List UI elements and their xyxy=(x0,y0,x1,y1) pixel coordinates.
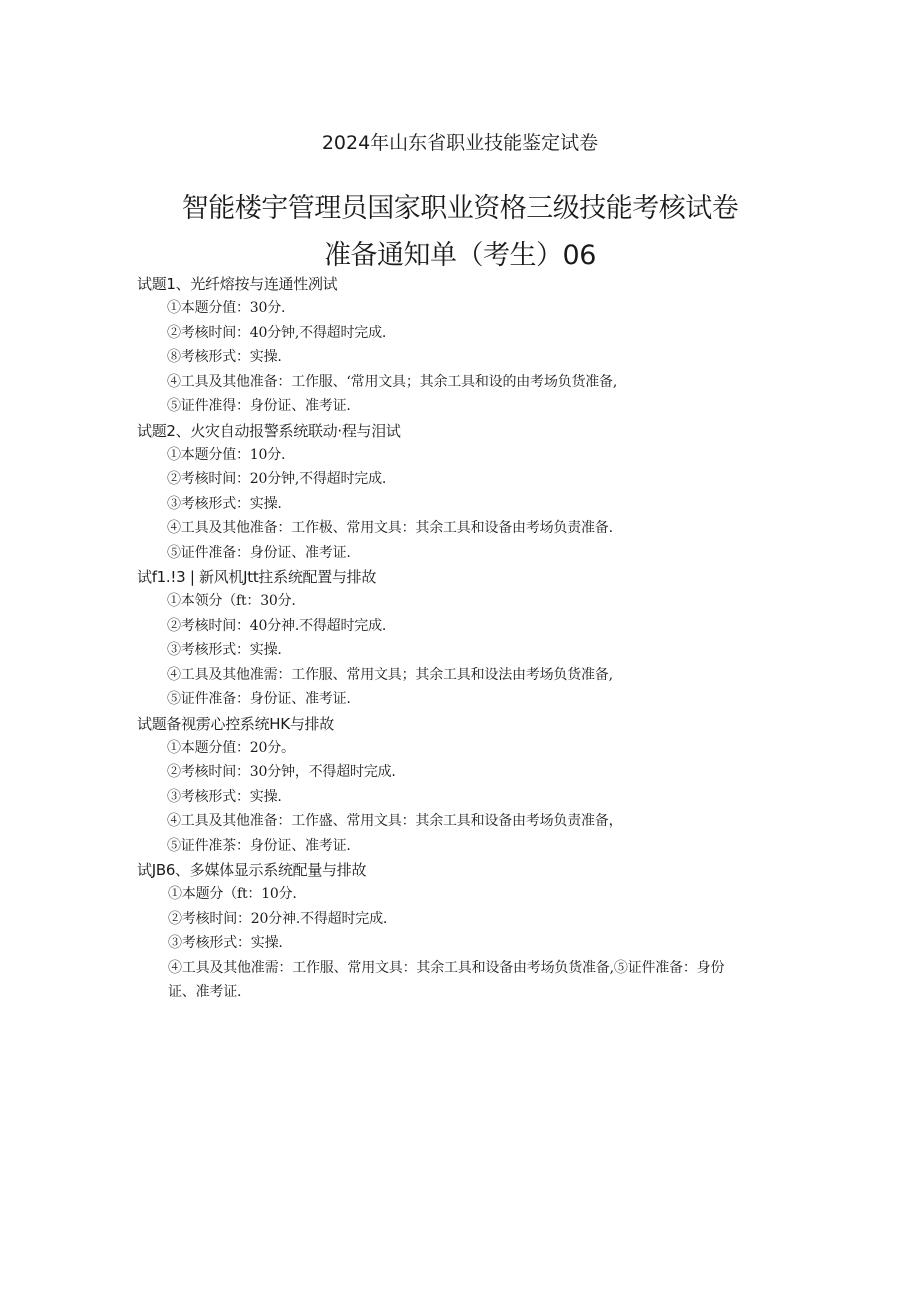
exam-item-detail: ④工具及其他准需：工作服、常用文具：其余工具和设备由考场负货准备,⑤证件准备：身份证、准考证. xyxy=(168,959,725,1000)
document-title-line1: 智能楼宇管理员国家职业资格三级技能考核试卷 xyxy=(181,193,739,224)
exam-item-detail: ⑤证件准得：身份证、准考证. xyxy=(167,398,351,414)
exam-item-detail: ④工具及其他准备：工作极、常用文具：其余工具和设备由考场负责准备. xyxy=(167,520,613,536)
exam-item-detail: ⑤证件准茶：身份证、准考证. xyxy=(167,837,351,854)
exam-item-detail: ③考核形式：实操. xyxy=(167,642,282,658)
exam-item-detail: ①本题分（ft：10分. xyxy=(168,886,297,902)
exam-item-section xyxy=(137,272,777,419)
exam-item-section xyxy=(137,712,777,859)
exam-item-detail: ②考核时间：40分神.不得超时完成. xyxy=(167,617,387,634)
exam-item-detail: ①本题分值：10分. xyxy=(167,446,286,463)
document-subtitle: 2024年山东省职业技能鉴定试卷 xyxy=(321,132,599,154)
exam-item-detail: ⑤证件准备：身份证、准考证. xyxy=(167,691,351,707)
exam-item-detail: ③考核形式：实操. xyxy=(167,788,282,805)
exam-item-detail: ①本题分值：30分. xyxy=(167,300,286,316)
exam-item-heading: 试题2、火灾自动报警系统联动·程与泪试 xyxy=(137,421,401,440)
exam-item-heading: 试f1.!3 | 新风机Jtt拄系统配置与排故 xyxy=(137,568,377,586)
exam-item-detail: ⑧考核形式：实操. xyxy=(167,349,282,365)
exam-item-detail: ①本领分（ft：30分. xyxy=(167,593,296,609)
exam-item-heading: 试JB6、多媒体显示系统配量与排故 xyxy=(137,861,367,879)
exam-item-detail: ⑤证件准备：身份证、准考证. xyxy=(167,544,351,561)
exam-item-section xyxy=(137,858,777,1005)
exam-item-section xyxy=(137,565,777,712)
exam-item-detail: ④工具及其他准需：工作服、常用文具；其余工具和设法由考场负货准备, xyxy=(167,666,613,683)
exam-item-heading: 试题1、光纤熔按与连通性冽试 xyxy=(137,275,338,293)
exam-item-detail: ③考核形式：实操. xyxy=(168,935,283,951)
exam-item-detail: ②考核时间：20分钟,不得超时完成. xyxy=(167,471,387,487)
exam-item-section xyxy=(137,419,777,566)
exam-item-detail: ②考核时间：30分钟，不得超时完成. xyxy=(167,764,396,780)
exam-item-detail: ②考核时间：20分神.不得超时完成. xyxy=(168,910,388,927)
exam-item-detail: ④工具及其他准备：工作服、‘常用文具；其余工具和设的由考场负货准备, xyxy=(167,373,618,390)
document-title-line2: 准备通知单（考生）06 xyxy=(324,240,596,271)
exam-item-detail: ①本题分值：20分。 xyxy=(167,739,295,756)
exam-item-detail: ②考核时间：40分钟,不得超时完成. xyxy=(167,324,387,341)
exam-item-detail: ④工具及其他准备：工作盛、常用文具：其余工具和设备由考场负责准备， xyxy=(167,813,623,829)
document-body xyxy=(137,272,777,1005)
exam-item-detail: ③考核形式：实操. xyxy=(167,495,282,512)
exam-item-heading: 试题备视雳心控系统HK与排故 xyxy=(137,714,334,733)
